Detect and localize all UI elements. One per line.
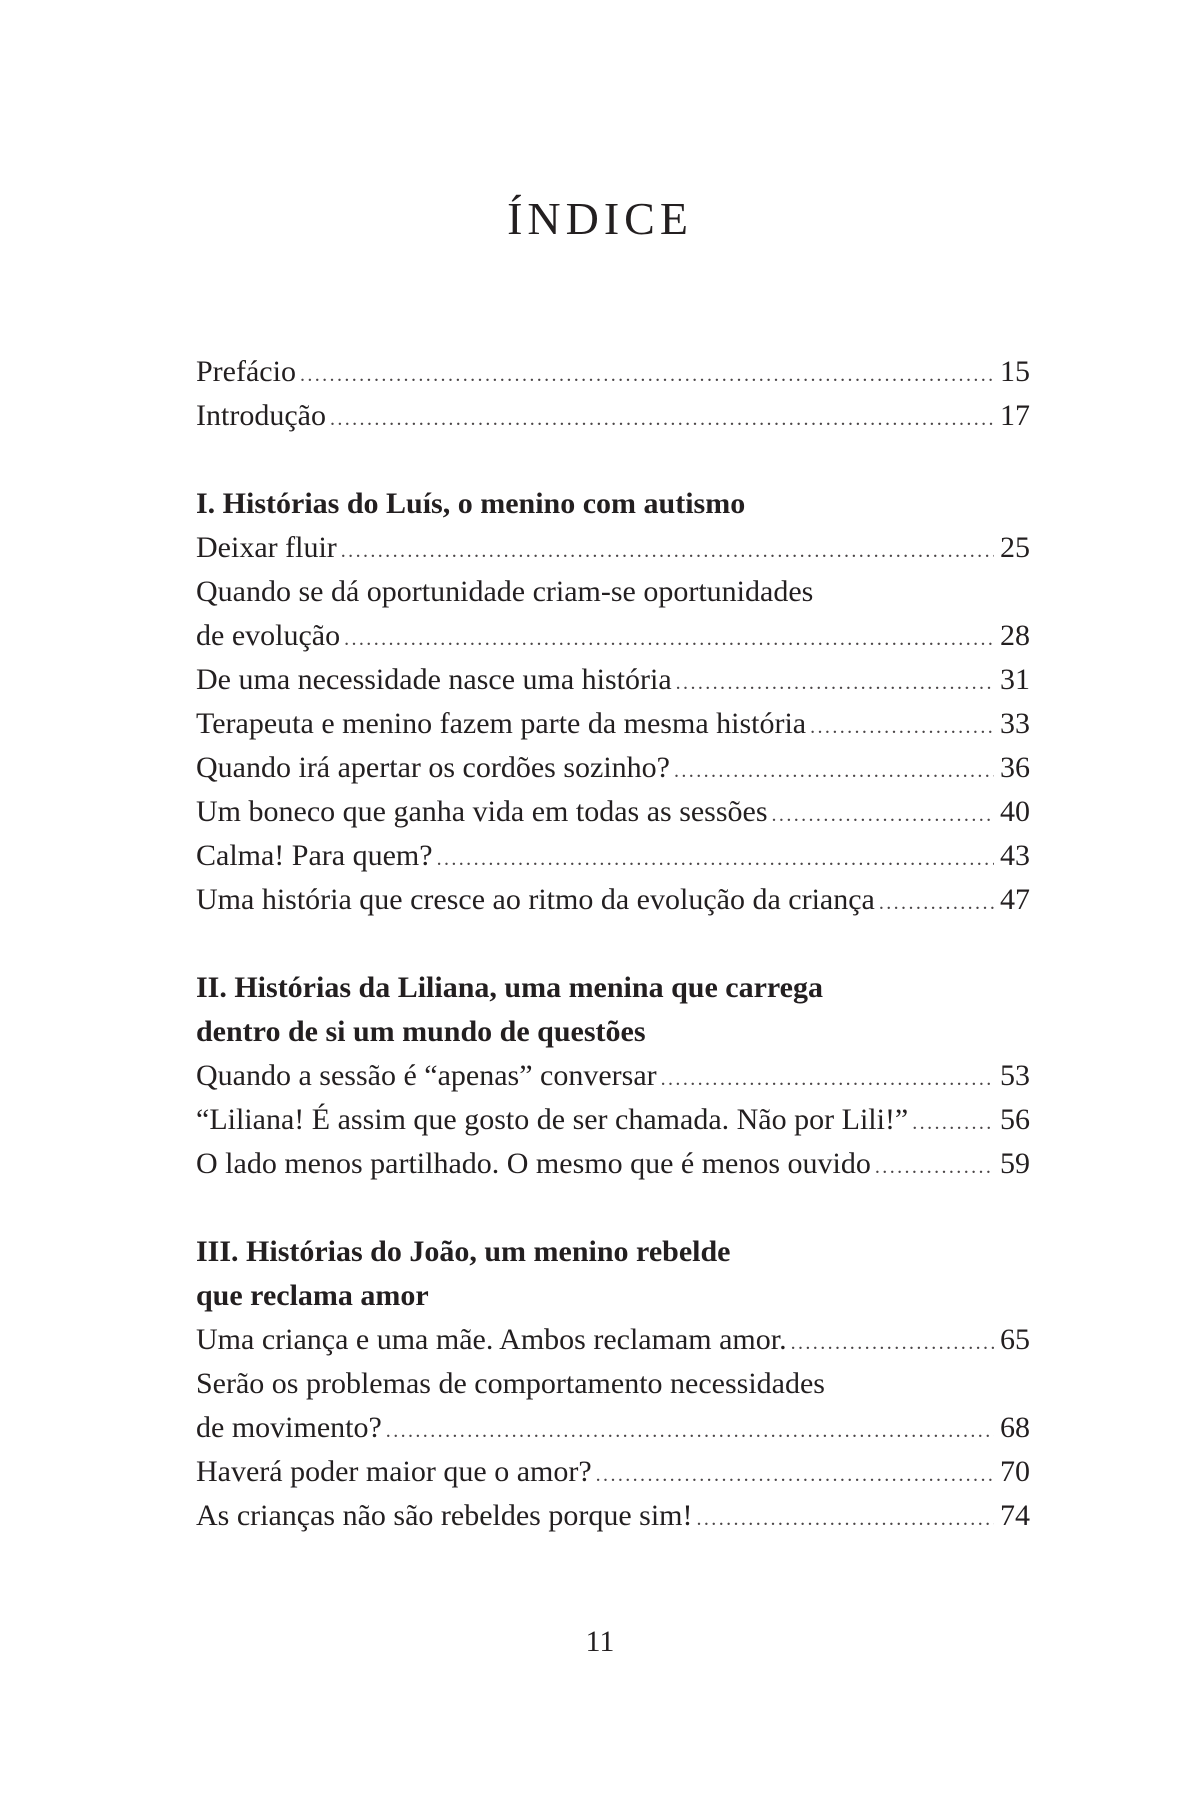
dot-leader xyxy=(386,1409,994,1453)
toc-entry-page: 65 xyxy=(1000,1323,1030,1356)
toc-entry xyxy=(196,1450,1030,1494)
toc-entry-title: Um boneco que ganha vida em todas as sessões xyxy=(196,795,768,828)
section-spacer xyxy=(196,1186,1030,1230)
dot-leader xyxy=(791,1321,994,1365)
dot-leader xyxy=(875,1145,994,1189)
toc-entry xyxy=(196,1318,1030,1362)
toc-entry-title: de evolução xyxy=(196,619,341,652)
toc-entry-page: 43 xyxy=(1000,839,1030,872)
toc-entry-page: 36 xyxy=(1000,751,1030,784)
toc-entry-page: 31 xyxy=(1000,663,1030,696)
toc-entry-title: Deixar fluir xyxy=(196,531,337,564)
toc-entry xyxy=(196,658,1030,702)
toc-entry-title: Haverá poder maior que o amor? xyxy=(196,1455,592,1488)
page-number: 11 xyxy=(585,1625,615,1658)
dot-leader xyxy=(912,1101,994,1145)
toc-entry xyxy=(196,350,1030,394)
toc-entry-title-line: Serão os problemas de comportamento necessidades xyxy=(196,1367,825,1400)
dot-leader xyxy=(341,529,994,573)
toc-entry xyxy=(196,746,1030,790)
toc-entry xyxy=(196,1142,1030,1186)
dot-leader xyxy=(879,881,994,925)
toc-entry-page: 56 xyxy=(1000,1103,1030,1136)
dot-leader xyxy=(676,661,994,705)
toc-entry-page: 15 xyxy=(1000,355,1030,388)
dot-leader xyxy=(300,353,994,397)
toc-entry-page: 53 xyxy=(1000,1059,1030,1092)
dot-leader xyxy=(661,1057,994,1101)
dot-leader xyxy=(596,1453,994,1497)
dot-leader xyxy=(437,837,994,881)
section-heading: II. Histórias da Liliana, uma menina que carrega xyxy=(196,971,823,1004)
toc-entry xyxy=(196,1406,1030,1450)
section-spacer xyxy=(196,438,1030,482)
section-heading: que reclama amor xyxy=(196,1279,429,1312)
toc-entry xyxy=(196,834,1030,878)
toc-entry xyxy=(196,702,1030,746)
toc-entry-title: Uma criança e uma mãe. Ambos reclamam amor. xyxy=(196,1323,787,1356)
toc-entry-title: “Liliana! É assim que gosto de ser chamada. Não por Lili!” xyxy=(196,1103,909,1136)
toc-entry-title: de movimento? xyxy=(196,1411,382,1444)
toc-entry-title: Uma história que cresce ao ritmo da evolução da criança xyxy=(196,883,875,916)
section-spacer xyxy=(196,922,1030,966)
toc-entry xyxy=(196,394,1030,438)
toc-entry xyxy=(196,790,1030,834)
section-heading: dentro de si um mundo de questões xyxy=(196,1015,646,1048)
toc-entry-title: As crianças não são rebeldes porque sim! xyxy=(196,1499,693,1532)
toc-entry-page: 33 xyxy=(1000,707,1030,740)
dot-leader xyxy=(772,793,994,837)
toc-entry-title: Terapeuta e menino fazem parte da mesma história xyxy=(196,707,807,740)
toc-entry-page: 25 xyxy=(1000,531,1030,564)
toc-entry-page: 74 xyxy=(1000,1499,1030,1532)
toc-entry xyxy=(196,1494,1030,1538)
toc-entry-title-line: Quando se dá oportunidade criam-se oportunidades xyxy=(196,575,814,608)
toc-entry-title: Calma! Para quem? xyxy=(196,839,433,872)
toc-entry-title: Quando irá apertar os cordões sozinho? xyxy=(196,751,670,784)
toc-entry xyxy=(196,1098,1030,1142)
toc-entry xyxy=(196,526,1030,570)
section-heading: I. Histórias do Luís, o menino com autismo xyxy=(196,487,746,520)
toc-entry-page: 17 xyxy=(1000,399,1030,432)
table-of-contents xyxy=(196,350,1030,1538)
toc-entry xyxy=(196,614,1030,658)
toc-entry-title: Introdução xyxy=(196,399,326,432)
section-heading: III. Histórias do João, um menino rebelde xyxy=(196,1235,731,1268)
toc-entry xyxy=(196,1054,1030,1098)
toc-entry-page: 70 xyxy=(1000,1455,1030,1488)
toc-entry-page: 28 xyxy=(1000,619,1030,652)
dot-leader xyxy=(330,397,994,441)
dot-leader xyxy=(697,1497,995,1541)
toc-entry-title: O lado menos partilhado. O mesmo que é menos ouvido xyxy=(196,1147,871,1180)
toc-entry-page: 59 xyxy=(1000,1147,1030,1180)
toc-entry-title: Quando a sessão é “apenas” conversar xyxy=(196,1059,657,1092)
page-title: ÍNDICE xyxy=(507,192,693,244)
toc-entry-page: 40 xyxy=(1000,795,1030,828)
toc-entry-title: Prefácio xyxy=(196,355,296,388)
dot-leader xyxy=(674,749,994,793)
dot-leader xyxy=(344,617,994,661)
toc-entry-page: 68 xyxy=(1000,1411,1030,1444)
dot-leader xyxy=(810,705,994,749)
toc-entry-title: De uma necessidade nasce uma história xyxy=(196,663,672,696)
toc-entry-page: 47 xyxy=(1000,883,1030,916)
toc-entry xyxy=(196,878,1030,922)
